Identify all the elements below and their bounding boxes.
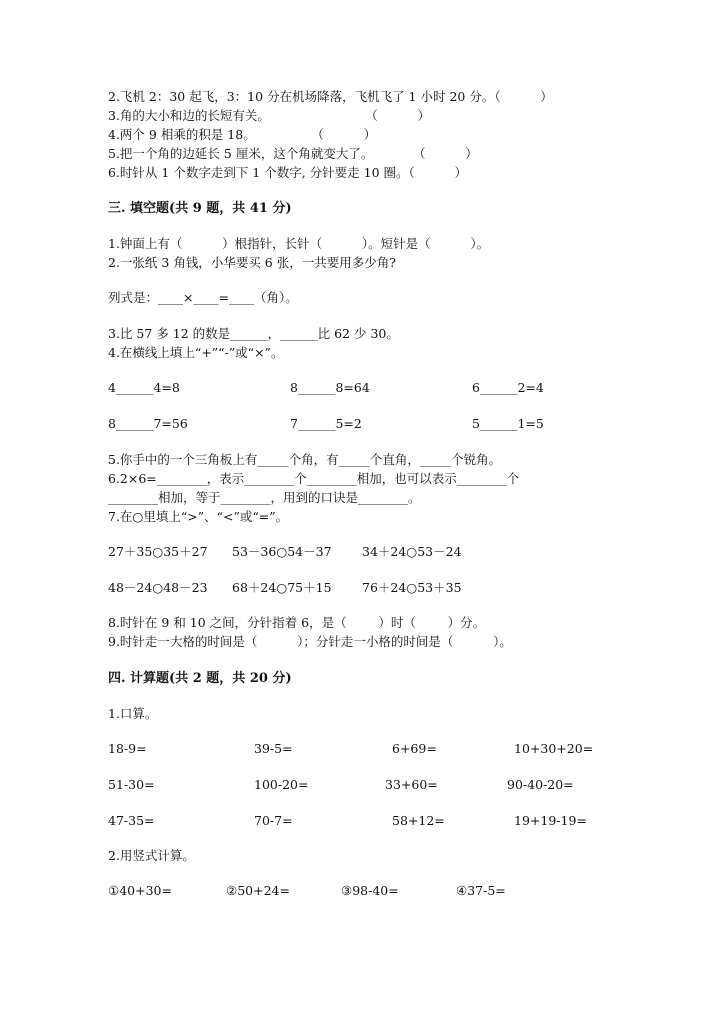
- judge-question-4: 4.两个 9 相乘的积是 18。 （ ）: [108, 127, 377, 142]
- vertical-calc-item: ③98-40=: [341, 883, 399, 898]
- fill-question-5: 5.你手中的一个三角板上有_____个角，有_____个直角，_____个锐角。: [108, 452, 502, 467]
- vertical-calc-item: ②50+24=: [226, 883, 290, 898]
- oral-calc-item: 6+69=: [392, 741, 437, 756]
- fill-question-6-line-1: 6.2×6=________，表示________个________相加，也可以表示________个: [108, 471, 520, 486]
- oral-calc-item: 58+12=: [392, 813, 445, 828]
- oral-calc-item: 70-7=: [254, 813, 293, 828]
- compare-item: 27＋35○35＋27: [108, 544, 208, 559]
- oral-calc-item: 19+19-19=: [514, 813, 587, 828]
- vertical-calc-item: ①40+30=: [108, 883, 172, 898]
- compare-item: 53－36○54－37: [232, 544, 332, 559]
- oral-calc-item: 18-9=: [108, 741, 147, 756]
- compare-item: 76＋24○53＋35: [362, 580, 462, 595]
- compare-item: 34＋24○53－24: [362, 544, 462, 559]
- fill-question-3: 3.比 57 多 12 的数是______，______比 62 少 30。: [108, 326, 399, 341]
- judge-question-3: 3.角的大小和边的长短有关。 （ ）: [108, 108, 431, 123]
- fill-question-7: 7.在○里填上“>”、“<”或“=”。: [108, 509, 289, 524]
- calc-question-2: 2.用竖式计算。: [108, 848, 195, 863]
- judge-question-2: 2.飞机 2：30 起飞，3：10 分在机场降落，飞机飞了 1 小时 20 分。（ ）: [108, 89, 553, 104]
- section-3-title: 三. 填空题(共 9 题，共 41 分): [108, 201, 292, 216]
- section-4-title: 四. 计算题(共 2 题，共 20 分): [108, 671, 292, 686]
- oral-calc-item: 33+60=: [385, 777, 438, 792]
- fill-question-2: 2.一张纸 3 角钱，小华要买 6 张，一共要用多少角?: [108, 255, 396, 270]
- oral-calc-item: 47-35=: [108, 813, 155, 828]
- fill-q4-item: 6______2=4: [472, 380, 544, 395]
- fill-question-9: 9.时针走一大格的时间是（ ）；分针走一小格的时间是（ ）。: [108, 634, 512, 649]
- fill-question-2-formula: 列式是：____×____=____（角）。: [108, 290, 298, 305]
- judge-question-5: 5.把一个角的边延长 5 厘米，这个角就变大了。 （ ）: [108, 146, 478, 161]
- oral-calc-item: 10+30+20=: [514, 741, 594, 756]
- oral-calc-item: 100-20=: [254, 777, 309, 792]
- fill-q4-item: 8______7=56: [108, 416, 188, 431]
- calc-question-1: 1.口算。: [108, 706, 158, 721]
- oral-calc-item: 51-30=: [108, 777, 155, 792]
- fill-question-6-line-2: ________相加，等于________，用到的口诀是________。: [108, 490, 421, 505]
- fill-q4-item: 7______5=2: [290, 416, 362, 431]
- fill-question-1: 1.钟面上有（ ）根指针，长针（ ）。短针是（ ）。: [108, 236, 490, 251]
- oral-calc-item: 39-5=: [254, 741, 293, 756]
- fill-question-8: 8.时针在 9 和 10 之间，分针指着 6，是（ ）时（ ）分。: [108, 615, 486, 630]
- compare-item: 48－24○48－23: [108, 580, 208, 595]
- compare-item: 68＋24○75＋15: [232, 580, 332, 595]
- fill-question-4: 4.在横线上填上“+”“-”或“×”。: [108, 345, 284, 360]
- fill-q4-item: 5______1=5: [472, 416, 544, 431]
- fill-q4-item: 4______4=8: [108, 380, 180, 395]
- vertical-calc-item: ④37-5=: [456, 883, 506, 898]
- oral-calc-item: 90-40-20=: [507, 777, 574, 792]
- judge-question-6: 6.时针从 1 个数字走到下 1 个数字, 分针要走 10 圈。（ ）: [108, 165, 468, 180]
- fill-q4-item: 8______8=64: [290, 380, 370, 395]
